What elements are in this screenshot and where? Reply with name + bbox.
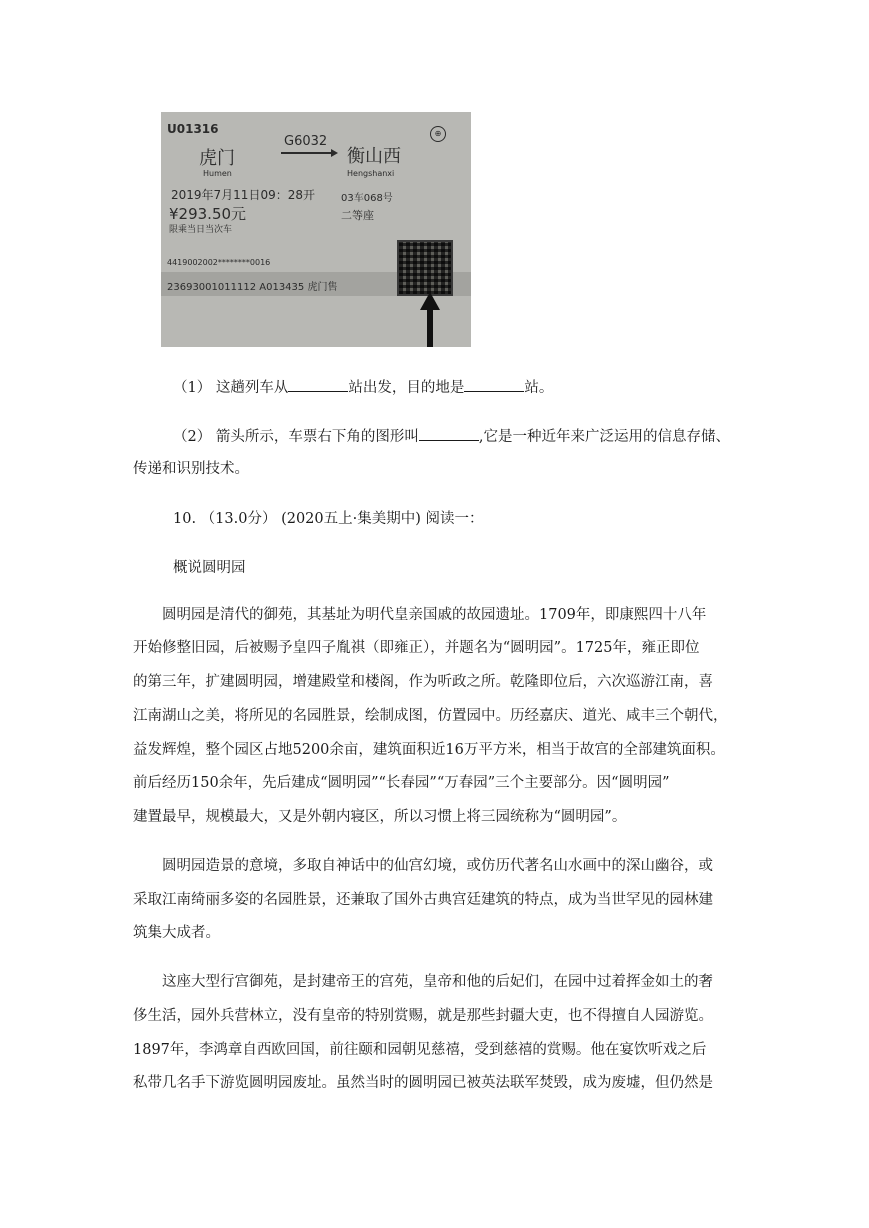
question-2-continued: 传递和识别技术。 <box>133 461 249 477</box>
passage-line: 圆明园是清代的御苑，其基址为明代皇亲国戚的故园遗址。1709年，即康熙四十八年 <box>162 607 707 623</box>
passage-line: 江南湖山之美，将所见的名园胜景，绘制成图，仿置园中。历经嘉庆、道光、咸丰三个朝代， <box>133 708 728 724</box>
ticket-price: ¥293.50元 <box>169 205 247 223</box>
ticket-seal-icon: ⊕ <box>430 126 446 142</box>
ticket-id-number: 4419002002********0016 <box>167 258 271 267</box>
qr-code-icon <box>397 240 453 296</box>
passage-line: 1897年，李鸿章自西欧回国，前往颐和园朝见慈禧，受到慈禧的赏赐。他在宴饮听戏之后 <box>133 1042 707 1058</box>
passage-line: 这座大型行宫御苑，是封建帝王的宫苑，皇帝和他的后妃们，在园中过着挥金如土的奢 <box>162 974 713 990</box>
passage-line: 筑集大成者。 <box>133 925 220 941</box>
question-1 <box>173 377 553 398</box>
ticket-serial: 23693001011112 A013435 虎门售 <box>167 282 338 293</box>
question-1-text-c: 站。 <box>524 380 554 396</box>
question-2-text-a: （2） 箭头所示，车票右下角的图形叫 <box>173 429 419 445</box>
passage-line: 建置最早，规模最大，又是外朝内寝区，所以习惯上将三园统称为“圆明园”。 <box>133 809 627 825</box>
passage-line: 圆明园造景的意境，多取自神话中的仙宫幻境，或仿历代著名山水画中的深山幽谷，或 <box>162 858 713 874</box>
ticket-note: 限乘当日当次车 <box>169 225 233 235</box>
problem-10-header: 10. （13.0分） (2020五上·集美期中) 阅读一： <box>173 511 484 527</box>
answer-blank-3[interactable] <box>419 426 479 441</box>
question-2 <box>173 426 730 447</box>
ticket-train-number: G6032 <box>284 134 328 149</box>
direction-arrow-icon <box>281 152 336 154</box>
ticket-code: U01316 <box>167 122 219 136</box>
ticket-from-station: 虎门 <box>199 148 235 169</box>
train-ticket-image <box>161 112 471 347</box>
question-2-text-b: ,它是一种近年来广泛运用的信息存储、 <box>478 429 730 445</box>
passage-line: 益发辉煌，整个园区占地5200余亩，建筑面积近16万平方米，相当于故宫的全部建筑面积。 <box>133 742 725 758</box>
passage-line: 前后经历150余年，先后建成“圆明园”“长春园”“万春园”三个主要部分。因“圆明园” <box>133 775 670 791</box>
ticket-seat-class: 二等座 <box>341 209 374 222</box>
passage-line: 私带几名手下游览圆明园废址。虽然当时的圆明园已被英法联军焚毁，成为废墟，但仍然是 <box>133 1075 713 1091</box>
answer-blank-2[interactable] <box>464 377 524 392</box>
ticket-datetime: 2019年7月11日09：28开 <box>171 188 315 202</box>
passage-line: 的第三年，扩建圆明园，增建殿堂和楼阁，作为听政之所。乾隆即位后，六次巡游江南，喜 <box>133 674 713 690</box>
pointer-arrow-shaft <box>427 308 433 347</box>
passage-line: 采取江南绮丽多姿的名园胜景，还兼取了国外古典宫廷建筑的特点，成为当世罕见的园林建 <box>133 892 713 908</box>
ticket-from-station-en: Humen <box>203 169 232 178</box>
question-1-text-a: （1） 这趟列车从 <box>173 380 289 396</box>
ticket-car-seat: 03车068号 <box>341 193 393 204</box>
ticket-to-station-en: Hengshanxi <box>347 169 395 178</box>
passage-title: 概说圆明园 <box>173 560 246 576</box>
answer-blank-1[interactable] <box>288 377 348 392</box>
passage-line: 侈生活，园外兵营林立，没有皇帝的特别赏赐，就是那些封疆大吏，也不得擅自人园游览。 <box>133 1008 713 1024</box>
ticket-to-station: 衡山西 <box>347 146 401 167</box>
passage-line: 开始修整旧园，后被赐予皇四子胤祺（即雍正），并题名为“圆明园”。1725年，雍正即位 <box>133 640 700 656</box>
question-1-text-b: 站出发，目的地是 <box>348 380 465 396</box>
